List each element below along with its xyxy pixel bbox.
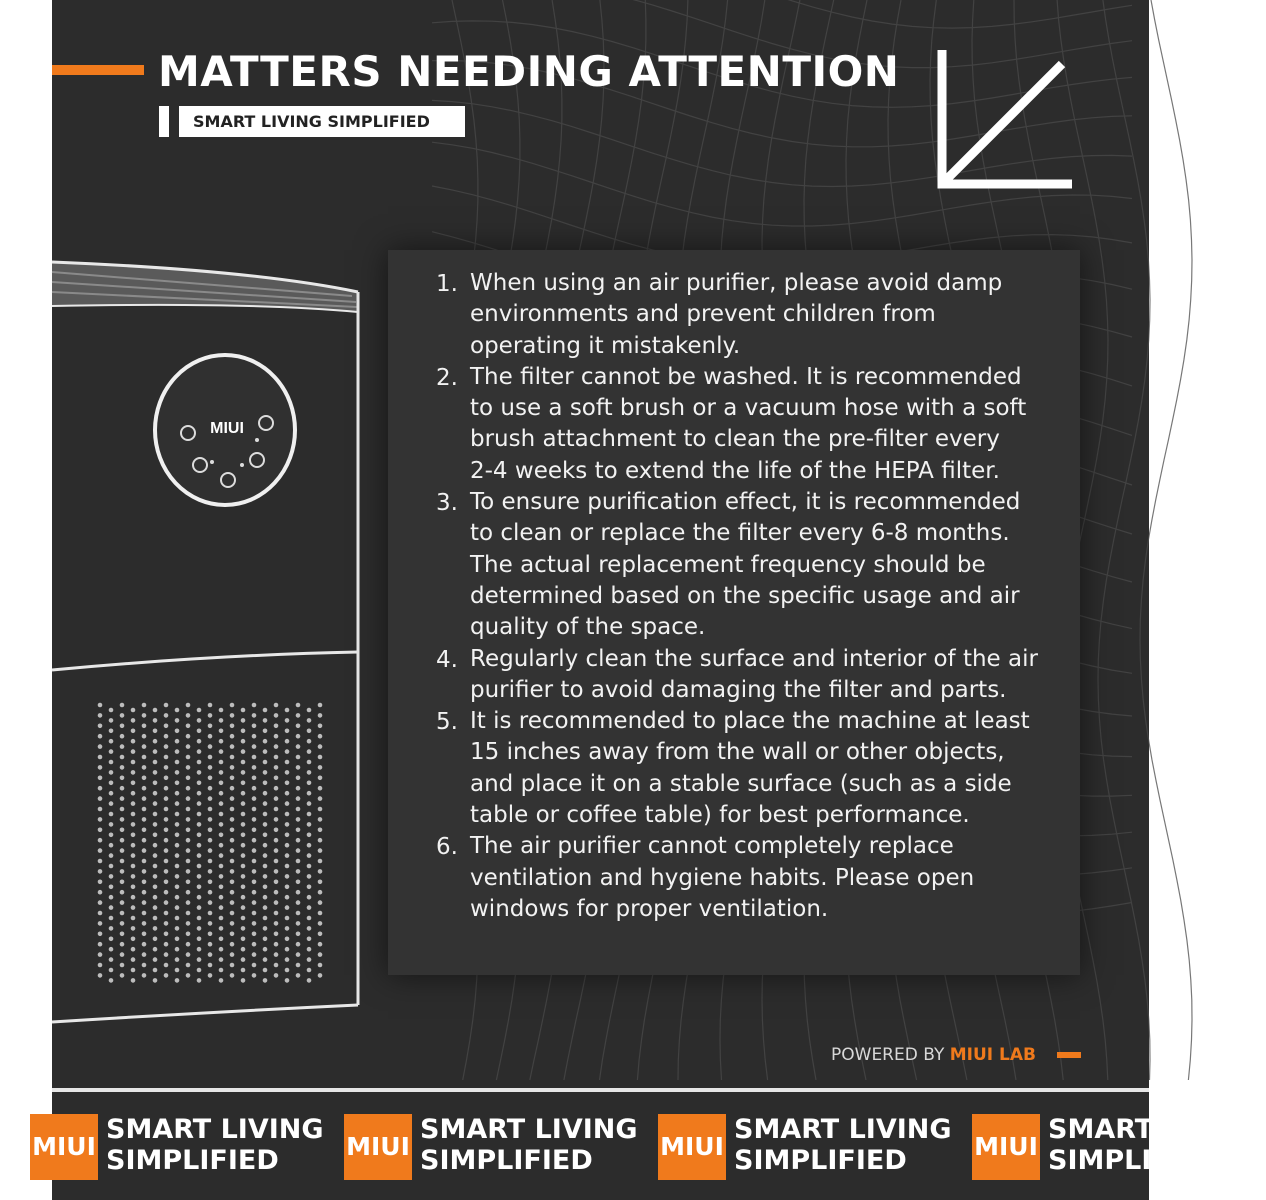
note-number: 1. [436,271,458,297]
note-line: environments and prevent children from [470,301,936,328]
note-item [436,831,1076,925]
note-line: brush attachment to clean the pre-filter every [470,426,1000,453]
note-line: 15 inches away from the wall or other objects, [470,739,1005,766]
tagline-line: SMART LIVING [420,1114,638,1145]
note-line: ventilation and hygiene habits. Please open [470,864,975,891]
powered-accent-dash [1057,1052,1081,1058]
footer-brand-strip [32,1092,1266,1200]
powered-brand: MIUI LAB [949,1045,1037,1065]
notes-list [436,268,1076,925]
footer-tagline [734,1114,952,1176]
note-line: quality of the space. [470,614,706,641]
note-line: operating it mistakenly. [470,332,741,359]
footer-tagline [1048,1114,1266,1176]
miui-logo-icon: MIUI [30,1114,98,1180]
subtitle-badge: SMART LIVING SIMPLIFIED [179,106,465,137]
tagline-line: SMART LIVING [734,1114,952,1145]
note-line: to clean or replace the filter every 6-8 months. [470,520,1010,547]
device-brand-label: MIUI [210,420,244,437]
page-title: MATTERS NEEDING ATTENTION [158,47,900,96]
tagline-line: SIMPLIFIED [420,1145,593,1176]
note-line: When using an air purifier, please avoid damp [470,270,1003,296]
tagline-line: SIMPLIFIED [734,1145,907,1176]
note-line: to use a soft brush or a vacuum hose with a soft [470,395,1027,422]
note-line: The filter cannot be washed. It is recommended [470,363,1022,390]
note-line: and place it on a stable surface (such as a side [470,770,1012,797]
powered-by-label [831,1045,1036,1065]
notes-card [388,250,1080,975]
info-panel [32,0,1266,1200]
air-purifier-illustration [52,250,372,1030]
tagline-line: SMART LIVING [106,1114,324,1145]
note-number: 2. [436,364,458,391]
note-item [436,644,1076,707]
note-line: windows for proper ventilation. [470,895,829,922]
footer-tagline [420,1114,638,1176]
note-item [436,268,1076,362]
note-item [436,706,1076,831]
note-item [436,487,1076,643]
note-line: determined based on the specific usage and air [470,582,1020,609]
footer-tagline [106,1114,324,1176]
note-item [436,362,1076,487]
note-line: It is recommended to place the machine at least [470,708,1030,735]
miui-logo-icon: MIUI [344,1114,412,1180]
miui-logo-icon: MIUI [658,1114,726,1180]
note-line: The actual replacement frequency should be [470,551,986,578]
miui-logo-icon: MIUI [972,1114,1040,1180]
note-number: 4. [436,646,458,673]
tagline-line: SIMPLIFIED [1048,1145,1221,1176]
arrow-down-left-icon [934,50,1074,190]
note-line: 2-4 weeks to extend the life of the HEPA filter. [470,457,1000,484]
tagline-line: SIMPLIFIED [106,1145,279,1176]
note-line: Regularly clean the surface and interior of the air [470,645,1038,672]
title-accent-bar [52,65,144,75]
note-line: table or coffee table) for best performance. [470,802,970,829]
note-line: To ensure purification effect, it is recommended [470,489,1021,516]
note-line: The air purifier cannot completely replace [470,833,954,860]
note-number: 6. [436,834,458,861]
tagline-line: SMART LIVING [1048,1114,1266,1145]
subtitle-accent-bar [159,106,169,137]
note-number: 5. [436,709,458,736]
note-line: purifier to avoid damaging the filter and parts. [470,676,1007,703]
powered-prefix: POWERED BY [831,1045,950,1065]
note-number: 3. [436,490,458,517]
